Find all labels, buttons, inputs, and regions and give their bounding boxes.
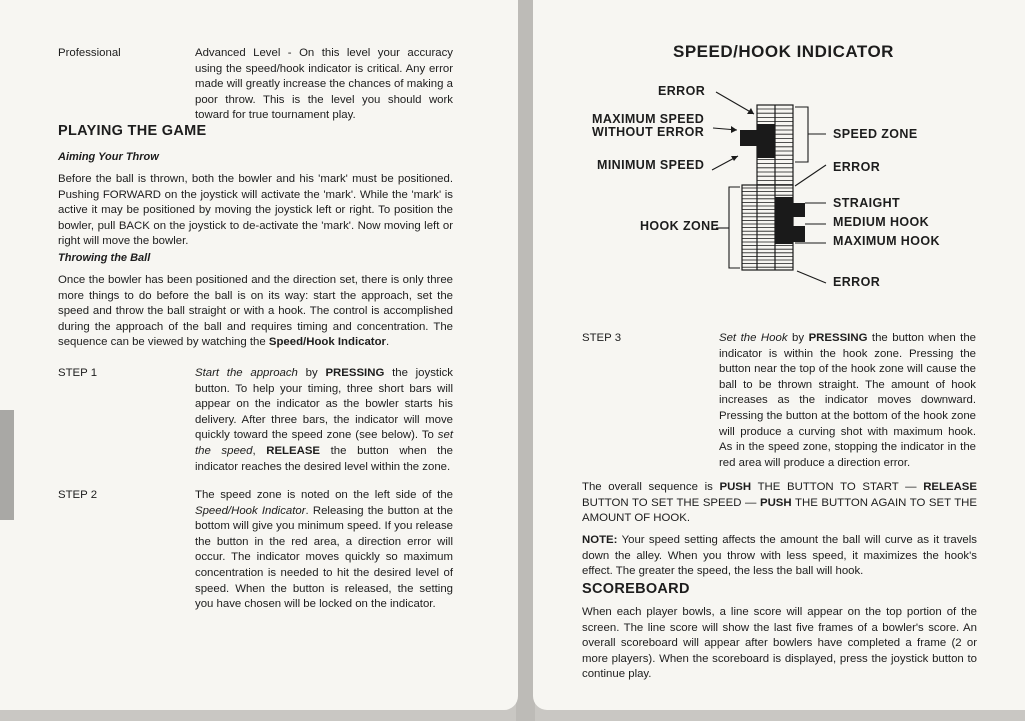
step1-text: Start the approach by PRESSING the joystick button. To help your timing, three short bars will appear on the indicator as the bowler starts his delivery. After three bars, the indicator will move quickly toward the speed zone (see below). To set the speed, RELEASE the button when the indicator reaches the desired level within the zone. xyxy=(195,367,453,473)
note-text: NOTE: Your speed setting affects the amount the ball will curve as it travels down the alley. When you throw with less speed, it maximizes the hook's effect. The greater the speed, the less the ball will hook. xyxy=(582,534,977,578)
label-straight: STRAIGHT xyxy=(833,196,901,210)
label-error-top: ERROR xyxy=(658,84,706,98)
aiming-heading: Aiming Your Throw xyxy=(58,151,159,163)
sequence-text: The overall sequence is PUSH THE BUTTON TO START — RELEASE BUTTON TO SET THE SPEED — PUSH THE BUTTON AGAIN TO SET THE AMOUNT OF HOOK. xyxy=(582,481,977,525)
label-hook-zone: HOOK ZONE xyxy=(640,219,720,233)
label-max-speed-2: WITHOUT ERROR xyxy=(592,125,705,139)
label-error-bottom: ERROR xyxy=(833,275,881,289)
professional-label: Professional xyxy=(58,47,121,59)
label-max-speed-1: MAXIMUM SPEED xyxy=(592,112,705,126)
scoreboard-text: When each player bowls, a line score will appear on the top portion of the screen. The line score will show the last five frames of a bowler's score. An overall scoreboard will appear after bowlers have completed a frame (2 or more players). When the scoreboard is displayed, press the joystick button to continue play. xyxy=(582,606,977,681)
label-error-mid: ERROR xyxy=(833,160,881,174)
step3-label: STEP 3 xyxy=(582,332,622,344)
page-edge-tab xyxy=(0,410,14,520)
step3-text: Set the Hook by PRESSING the button when the indicator is within the hook zone. Pressing the button near the top of the hook zone will cause the ball to be thrown straight. The amount of hook increases as the indicator moves downward. Pressing the button at the bottom of the hook zone will produce a curving shot with maximum hook. As in the speed zone, stopping the indicator in the red area will produce a direction error. xyxy=(719,332,976,469)
aiming-text: Before the ball is thrown, both the bowler and his 'mark' must be positioned. Pushing FORWARD on the joystick will activate the 'mark'. While the 'mark' is active it may be positioned by moving the joystick left or right. To position the bowler, pull BACK on the joystick to de-activate the 'mark'. Now moving left or right will move the bowler. xyxy=(58,173,453,248)
throwing-heading: Throwing the Ball xyxy=(58,252,151,264)
label-medium-hook: MEDIUM HOOK xyxy=(833,215,930,229)
speed-hook-indicator-diagram xyxy=(533,0,1025,300)
playing-heading: PLAYING THE GAME xyxy=(58,123,207,139)
scoreboard-heading: SCOREBOARD xyxy=(582,581,690,597)
hook-indicator-block xyxy=(775,197,793,244)
straight-marker xyxy=(791,203,805,217)
left-page xyxy=(0,0,518,710)
speed-indicator-block xyxy=(757,124,775,158)
indicator-title: SPEED/HOOK INDICATOR xyxy=(673,42,894,61)
step1-label: STEP 1 xyxy=(58,367,98,379)
step2-label: STEP 2 xyxy=(58,489,98,501)
step2-text: The speed zone is noted on the left side of the Speed/Hook Indicator. Releasing the button at the bottom will give you minimum speed. If you release the button in the red area, a direction error will occur. The indicator moves quickly so maximum concentration is needed to hit the desired level of speed. When the button is released, the setting you have chosen will be locked on the indicator. xyxy=(195,489,454,611)
professional-text: Advanced Level - On this level your accuracy using the speed/hook indicator is critical. Any error made will greatly increase the chances of making a poor throw. This is the level you should work toward for true tournament play. xyxy=(195,47,453,122)
max-speed-marker xyxy=(740,130,759,146)
label-speed-zone: SPEED ZONE xyxy=(833,127,918,141)
throwing-text: Once the bowler has been positioned and the direction set, there is only three more things to do before the ball is on its way: start the approach, set the speed and throw the ball straight or with a hook. The control is accomplished during the approach of the ball and requires timing and concentration. The sequence can be viewed by watching the Speed/Hook Indicator. xyxy=(58,274,453,349)
label-min-speed: MINIMUM SPEED xyxy=(597,158,705,172)
label-maximum-hook: MAXIMUM HOOK xyxy=(833,234,940,248)
hook-marker xyxy=(791,226,805,242)
